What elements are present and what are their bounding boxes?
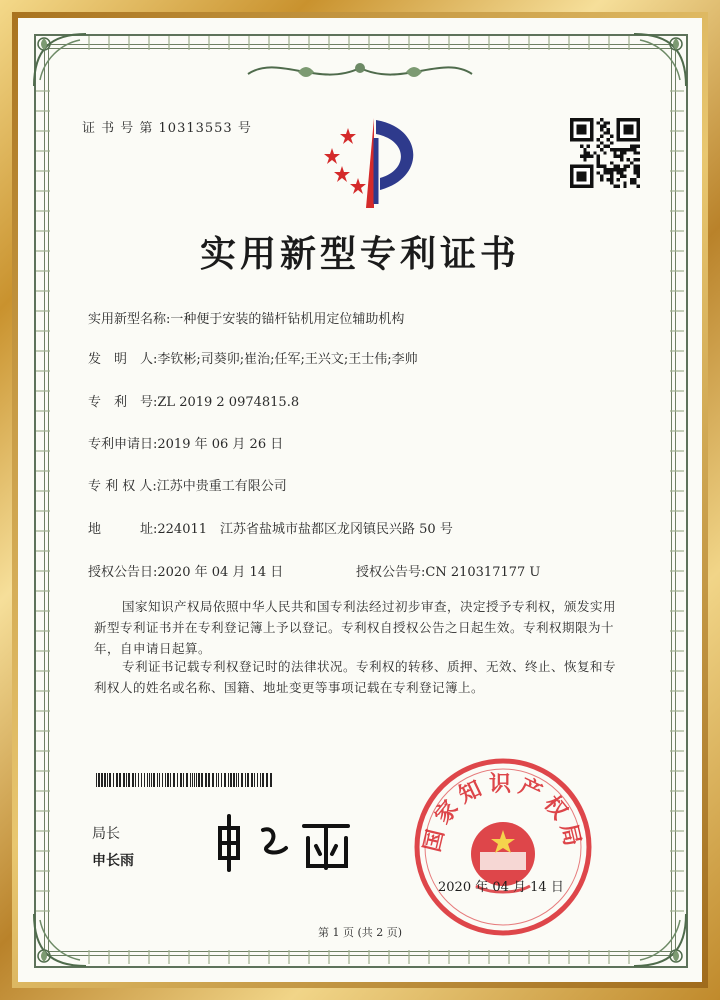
official-seal-icon [410, 754, 596, 940]
inventor-row [88, 348, 418, 367]
field-value: 2020 年 04 月 14 日 [157, 565, 284, 580]
certificate-paper [18, 18, 702, 982]
field-label: 专 利 权 人: [88, 479, 157, 494]
seal-date: 2020 年 04 月 14 日 [438, 880, 564, 895]
field-label: 专 利 号: [88, 395, 158, 410]
top-scroll-ornament-icon [238, 54, 482, 88]
field-label: 授权公告号: [356, 565, 426, 580]
corner-ornament-icon [630, 30, 690, 90]
certificate-title: 实用新型专利证书 [199, 233, 520, 275]
qr-code-icon [570, 118, 640, 188]
filing-date-row [88, 433, 283, 452]
field-label: 授权公告日: [88, 565, 158, 580]
grant-number-row [356, 561, 540, 580]
certificate-number: 证 书 号 第 10313553 号 [82, 121, 252, 136]
field-value: 一种便于安装的锚杆钻机用定位辅助机构 [170, 312, 405, 327]
vine-ornament-top [78, 36, 642, 50]
address-row [88, 518, 453, 537]
field-label: 专利申请日: [88, 437, 158, 452]
field-value: 李钦彬;司葵卯;崔治;任军;王兴文;王士伟;李帅 [157, 352, 418, 367]
grant-date-row [88, 561, 283, 580]
vine-ornament-bottom [78, 950, 642, 964]
seal-text: 国家知识产权局 [419, 771, 587, 855]
field-value: ZL 2019 2 0974815.8 [157, 395, 300, 410]
director-name: 申长雨 [92, 853, 134, 869]
page-number: 第 1 页 (共 2 页) [317, 926, 403, 939]
grant-paragraph: 国家知识产权局依照中华人民共和国专利法经过初步审查，决定授予专利权，颁发实用新型专利证书并在专利登记簿上予以登记。专利权自授权公告之日起生效。专利权期限为十年，自申请日起算。 [94, 599, 617, 656]
corner-ornament-icon [30, 910, 90, 970]
field-label: 实用新型名称: [88, 312, 171, 327]
field-label: 发 明 人: [88, 352, 158, 367]
utility-model-name-row [88, 308, 404, 327]
patentee-row [88, 475, 287, 494]
vine-ornament-left [36, 78, 50, 922]
director-title: 局长 [92, 826, 120, 842]
field-value: CN 210317177 U [425, 565, 541, 580]
barcode-icon [96, 772, 276, 786]
legal-status-paragraph: 专利证书记载专利权登记时的法律状况。专利权的转移、质押、无效、终止、恢复和专利权人的姓名或名称、国籍、地址变更等事项记载在专利登记簿上。 [94, 659, 617, 695]
cnipa-logo-icon [314, 108, 434, 218]
signature-icon [208, 808, 368, 878]
vine-ornament-right [670, 78, 684, 922]
corner-ornament-icon [30, 30, 90, 90]
field-value: 224011 江苏省盐城市盐都区龙冈镇民兴路 50 号 [157, 522, 453, 537]
field-value: 2019 年 06 月 26 日 [157, 437, 284, 452]
corner-ornament-icon [630, 910, 690, 970]
field-label: 地 址: [88, 522, 158, 537]
field-value: 江苏中贵重工有限公司 [156, 479, 287, 494]
patent-number-row [88, 391, 299, 410]
